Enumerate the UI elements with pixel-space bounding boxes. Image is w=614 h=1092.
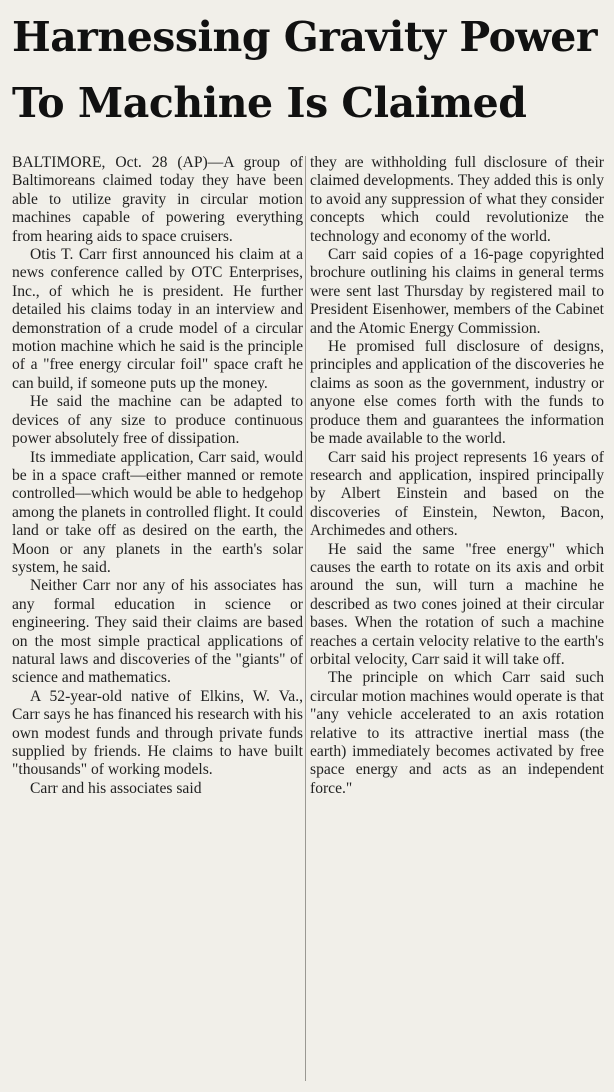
headline xyxy=(12,4,612,136)
paragraph: A 52-year-old native of Elkins, W. Va., Carr says he has financed his research with his own modest funds and through private funds supplied by friends. He claims to have built "thousands" of working models. xyxy=(12,687,303,779)
paragraph: Carr and his associates said xyxy=(30,779,202,797)
paragraph: He promised full disclosure of designs, principles and application of the discoveries he claims as soon as the government, industry or anyone else comes forth with the funds to produce them and guarantees the information be made available to the world. xyxy=(310,338,604,448)
paragraph: Its immediate application, Carr said, would be in a space craft—either manned or remote controlled—which would be able to hedgehop among the planets in controlled flight. It could land or take off as desired on the earth, the Moon or any planets in the earth's solar system, he said. xyxy=(12,448,303,576)
paragraph: The principle on which Carr said such circular motion machines would operate is that "any vehicle accelerated to an axis rotation relative to its attractive inertial mass (the earth) immediately becomes activated by free space energy and acts as an independent force." xyxy=(310,669,604,797)
article-column-right xyxy=(310,154,604,798)
paragraph-dateline: BALTIMORE, Oct. 28 (AP)—A group of Baltimoreans claimed today they have been able to utilize gravity in circular motion machines capable of powering everything from hearing aids to space cruisers. xyxy=(12,154,303,245)
column-divider xyxy=(305,156,306,1081)
paragraph: Carr said copies of a 16-page copyrighted brochure outlining his claims in general terms were sent last Thursday by registered mail to President Eisenhower, members of the Cabinet and the Atomic Energy Commission. xyxy=(310,246,604,337)
paragraph: Carr said his project represents 16 years of research and application, inspired principally by Albert Einstein and based on the discoveries of Einstein, Newton, Bacon, Archimedes and others. xyxy=(310,448,604,540)
paragraph: He said the same "free energy" which causes the earth to rotate on its axis and orbit around the sun, will turn a machine he described as two cones joined at their circular bases. When the rotation of such a machine reaches a certain velocity relative to the earth's orbital velocity, Carr said it will take off. xyxy=(310,540,604,668)
headline-line-2: To Machine Is Claimed xyxy=(12,79,527,127)
paragraph: Neither Carr nor any of his associates has any formal education in science or engineering. They said their claims are based on the most simple practical applications of natural laws and discoveries of the "giants" of science and mathematics. xyxy=(12,577,303,687)
paragraph: He said the machine can be adapted to devices of any size to produce continuous power absolutely free of dissipation. xyxy=(12,393,303,448)
paragraph-continued: they are withholding full disclosure of their claimed developments. They added this is only to avoid any suppression of what they consider concepts which could revolutionize the technology and economy of the world. xyxy=(310,154,604,245)
article-column-left xyxy=(12,154,303,798)
paragraph: Otis T. Carr first announced his claim at a news conference called by OTC Enterprises, Inc., of which he is president. He further detailed his claims today in an interview and demonstration of a crude model of a circular motion machine which he said is the principle of a "free energy circular foil" space craft he can build, if someone puts up the money. xyxy=(12,246,303,392)
headline-line-1: Harnessing Gravity Power xyxy=(12,13,597,61)
